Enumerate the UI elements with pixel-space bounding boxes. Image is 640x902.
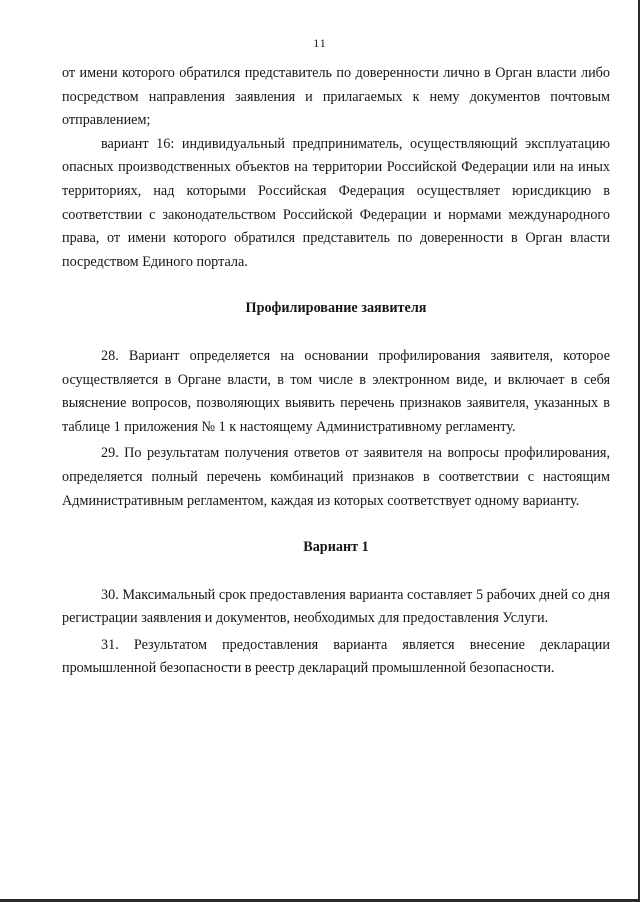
paragraph-31: 31. Результатом предоставления варианта является внесение декларации промышленной безопасности в реестр деклараций промышленной безопасности. <box>62 636 610 677</box>
paragraph-continuation: от имени которого обратился представитель по доверенности лично в Орган власти либо посредством направления заявления и прилагаемых к нему документов почтовым отправлением; <box>62 65 610 129</box>
paragraph-variant-16: вариант 16: индивидуальный предприниматель, осуществляющий эксплуатацию опасных производственных объектов на территории Российской Федерации или на иных территориях, над которыми Российская Федерация осуществляет юрисдикцию в соответствии с законодательством Российской Федерации и нормами международного права, от имени которого обратился представитель по доверенности в Орган власти посредством Единого портала. <box>62 135 610 270</box>
paragraph-30: 30. Максимальный срок предоставления варианта составляет 5 рабочих дней со дня регистрации заявления и документов, необходимых для предоставления Услуги. <box>62 586 610 627</box>
section-heading-profiling: Профилирование заявителя <box>245 300 427 317</box>
section-heading-variant-1: Вариант 1 <box>303 539 369 556</box>
document-body <box>62 62 610 681</box>
page-number: 11 <box>313 36 327 50</box>
paragraph-29: 29. По результатам получения ответов от заявителя на вопросы профилирования, определяется полный перечень комбинаций признаков в соответствии с настоящим Административным регламентом, каждая из которых соответствует одному варианту. <box>62 445 610 509</box>
paragraph-28: 28. Вариант определяется на основании профилирования заявителя, которое осуществляется в Органе власти, в том числе в электронном виде, и включает в себя выяснение вопросов, позволяющих выявить перечень признаков заявителя, указанных в таблице 1 приложения № 1 к настоящему Административному регламенту. <box>62 347 610 435</box>
